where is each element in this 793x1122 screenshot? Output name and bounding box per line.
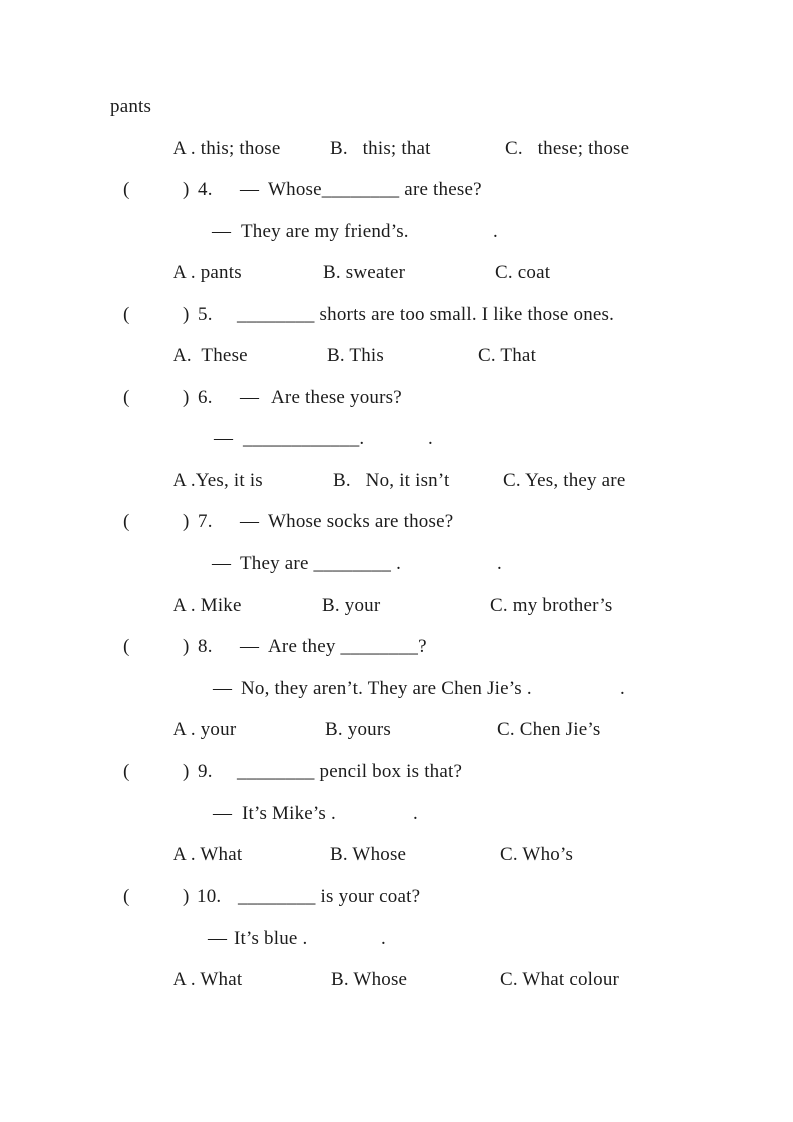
option-b: B. No, it isn’t: [333, 470, 450, 491]
answer-bracket-close: ): [183, 387, 190, 408]
question-text: Whose socks are those?: [268, 511, 454, 532]
question-text: ________ shorts are too small. I like those ones.: [237, 304, 615, 325]
option-b: B. Whose: [330, 844, 407, 865]
speaker-dash: —: [214, 428, 233, 449]
question-number: 4.: [198, 179, 213, 200]
reply-text: ____________.: [243, 428, 365, 449]
reply-line-7: [0, 553, 793, 579]
stray-period: .: [413, 803, 418, 824]
question-line-6: [0, 387, 793, 413]
option-a: A . your: [173, 719, 237, 740]
option-b: B. your: [322, 595, 381, 616]
answer-bracket-close: ): [183, 304, 190, 325]
speaker-dash: —: [240, 179, 259, 200]
option-c: C. That: [478, 345, 537, 366]
answer-bracket-close: ): [183, 636, 190, 657]
option-b: B. Whose: [331, 969, 408, 990]
options-row-1: [0, 138, 793, 164]
stray-word-line: [0, 96, 793, 122]
option-c: C. Yes, they are: [503, 470, 626, 491]
answer-bracket-open: (: [123, 179, 130, 200]
speaker-dash: —: [213, 678, 232, 699]
speaker-dash: —: [240, 636, 259, 657]
options-row-4: [0, 470, 793, 496]
answer-bracket-close: ): [183, 886, 190, 907]
reply-text: No, they aren’t. They are Chen Jie’s .: [241, 678, 532, 699]
answer-bracket-close: ): [183, 511, 190, 532]
answer-bracket-open: (: [123, 636, 130, 657]
stray-period: .: [428, 428, 433, 449]
answer-bracket-open: (: [123, 511, 130, 532]
question-number: 10.: [197, 886, 222, 907]
question-line-5: [0, 304, 793, 330]
option-b: B. yours: [325, 719, 391, 740]
speaker-dash: —: [212, 221, 231, 242]
speaker-dash: —: [213, 803, 232, 824]
question-number: 6.: [198, 387, 213, 408]
question-text: ________ pencil box is that?: [237, 761, 463, 782]
options-row-7: [0, 844, 793, 870]
option-a: A . this; those: [173, 138, 281, 159]
option-c: C. Chen Jie’s: [497, 719, 601, 740]
answer-bracket-open: (: [123, 761, 130, 782]
option-c: C. my brother’s: [490, 595, 613, 616]
option-c: C. these; those: [505, 138, 630, 159]
reply-text: They are ________ .: [240, 553, 402, 574]
reply-line-9: [0, 803, 793, 829]
speaker-dash: —: [212, 553, 231, 574]
stray-period: .: [381, 928, 386, 949]
stray-period: .: [620, 678, 625, 699]
answer-bracket-open: (: [123, 387, 130, 408]
question-line-9: [0, 761, 793, 787]
question-number: 8.: [198, 636, 213, 657]
option-b: B. This: [327, 345, 385, 366]
reply-line-6: [0, 428, 793, 454]
option-b: B. this; that: [330, 138, 431, 159]
options-row-3: [0, 345, 793, 371]
question-line-4: [0, 179, 793, 205]
reply-line-4: [0, 221, 793, 247]
options-row-5: [0, 595, 793, 621]
option-b: B. sweater: [323, 262, 406, 283]
option-c: C. What colour: [500, 969, 620, 990]
reply-line-8: [0, 678, 793, 704]
options-row-2: [0, 262, 793, 288]
question-text: ________ is your coat?: [238, 886, 421, 907]
option-c: C. Who’s: [500, 844, 574, 865]
question-line-8: [0, 636, 793, 662]
reply-line-10: [0, 928, 793, 954]
question-line-10: [0, 886, 793, 912]
speaker-dash: —: [240, 511, 259, 532]
stray-period: .: [497, 553, 502, 574]
reply-text: It’s Mike’s .: [242, 803, 336, 824]
question-text: Are these yours?: [271, 387, 402, 408]
question-text: Whose________ are these?: [268, 179, 482, 200]
answer-bracket-close: ): [183, 179, 190, 200]
stray-period: .: [493, 221, 498, 242]
option-c: C. coat: [495, 262, 551, 283]
option-a: A . What: [173, 969, 243, 990]
speaker-dash: —: [208, 928, 227, 949]
option-a: A .Yes, it is: [173, 470, 263, 491]
question-number: 9.: [198, 761, 213, 782]
stray-word: pants: [110, 96, 152, 117]
question-line-7: [0, 511, 793, 537]
options-row-8: [0, 969, 793, 995]
answer-bracket-open: (: [123, 886, 130, 907]
options-row-6: [0, 719, 793, 745]
question-text: Are they ________?: [268, 636, 427, 657]
speaker-dash: —: [240, 387, 259, 408]
option-a: A. These: [173, 345, 248, 366]
question-number: 5.: [198, 304, 213, 325]
reply-text: It’s blue .: [234, 928, 308, 949]
answer-bracket-open: (: [123, 304, 130, 325]
option-a: A . What: [173, 844, 243, 865]
answer-bracket-close: ): [183, 761, 190, 782]
reply-text: They are my friend’s.: [241, 221, 409, 242]
option-a: A . pants: [173, 262, 242, 283]
question-number: 7.: [198, 511, 213, 532]
option-a: A . Mike: [173, 595, 242, 616]
